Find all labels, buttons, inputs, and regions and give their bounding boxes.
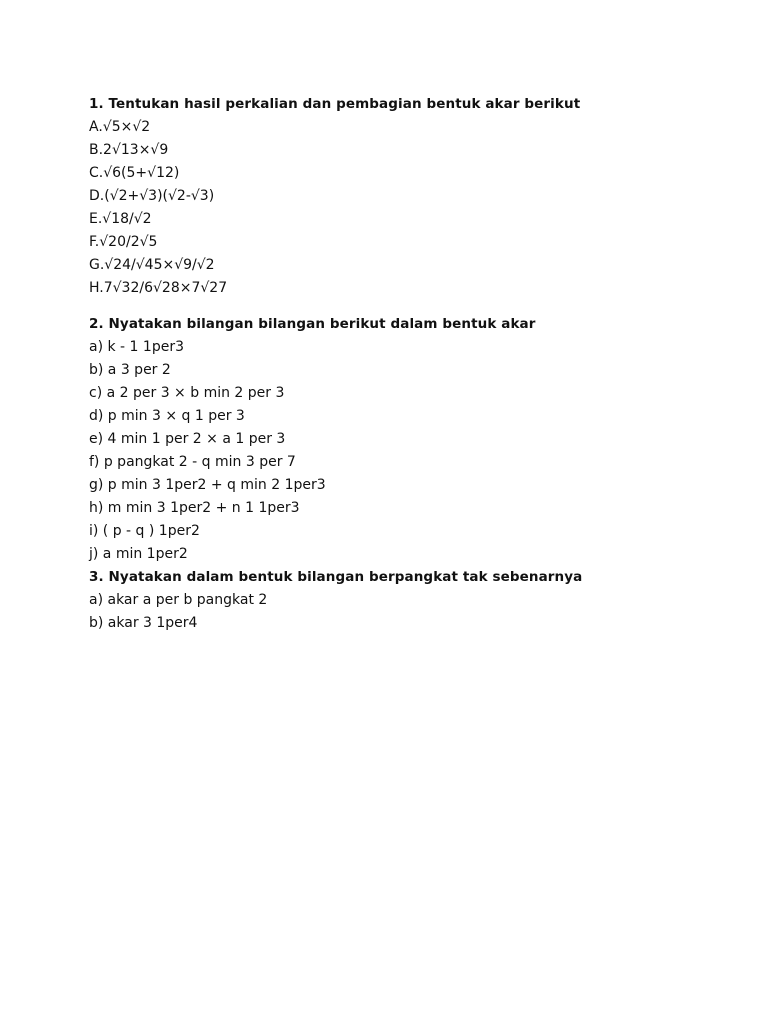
- question-1-item-d: D.(√2+√3)(√2-√3): [89, 188, 215, 204]
- question-2-item-i: i) ( p - q ) 1per2: [89, 523, 200, 539]
- question-2-item-b: b) a 3 per 2: [89, 362, 171, 378]
- question-2-item-f: f) p pangkat 2 - q min 3 per 7: [89, 454, 296, 470]
- question-1-item-c: C.√6(5+√12): [89, 165, 180, 181]
- question-2-item-h: h) m min 3 1per2 + n 1 1per3: [89, 500, 300, 516]
- question-2-item-a: a) k - 1 1per3: [89, 339, 184, 355]
- question-3-item-b: b) akar 3 1per4: [89, 615, 198, 631]
- question-3-heading: 3. Nyatakan dalam bentuk bilangan berpangkat tak sebenarnya: [89, 569, 583, 585]
- document-content: [89, 93, 729, 635]
- question-1-item-e: E.√18/√2: [89, 211, 152, 227]
- question-2-item-j: j) a min 1per2: [89, 546, 188, 562]
- question-2-item-c: c) a 2 per 3 × b min 2 per 3: [89, 385, 285, 401]
- question-2-item-d: d) p min 3 × q 1 per 3: [89, 408, 245, 424]
- question-3: [89, 566, 729, 635]
- question-3-item-a: a) akar a per b pangkat 2: [89, 592, 268, 608]
- question-1-item-g: G.√24/√45×√9/√2: [89, 257, 215, 273]
- question-2-heading: 2. Nyatakan bilangan bilangan berikut dalam bentuk akar: [89, 316, 536, 332]
- question-2-item-g: g) p min 3 1per2 + q min 2 1per3: [89, 477, 326, 493]
- question-2: [89, 313, 729, 566]
- question-1-item-b: B.2√13×√9: [89, 142, 169, 158]
- question-1-heading: 1. Tentukan hasil perkalian dan pembagian bentuk akar berikut: [89, 96, 581, 112]
- question-1: [89, 93, 729, 300]
- question-1-item-f: F.√20/2√5: [89, 234, 158, 250]
- question-2-item-e: e) 4 min 1 per 2 × a 1 per 3: [89, 431, 286, 447]
- question-1-item-h: H.7√32/6√28×7√27: [89, 280, 228, 296]
- question-1-item-a: A.√5×√2: [89, 119, 151, 135]
